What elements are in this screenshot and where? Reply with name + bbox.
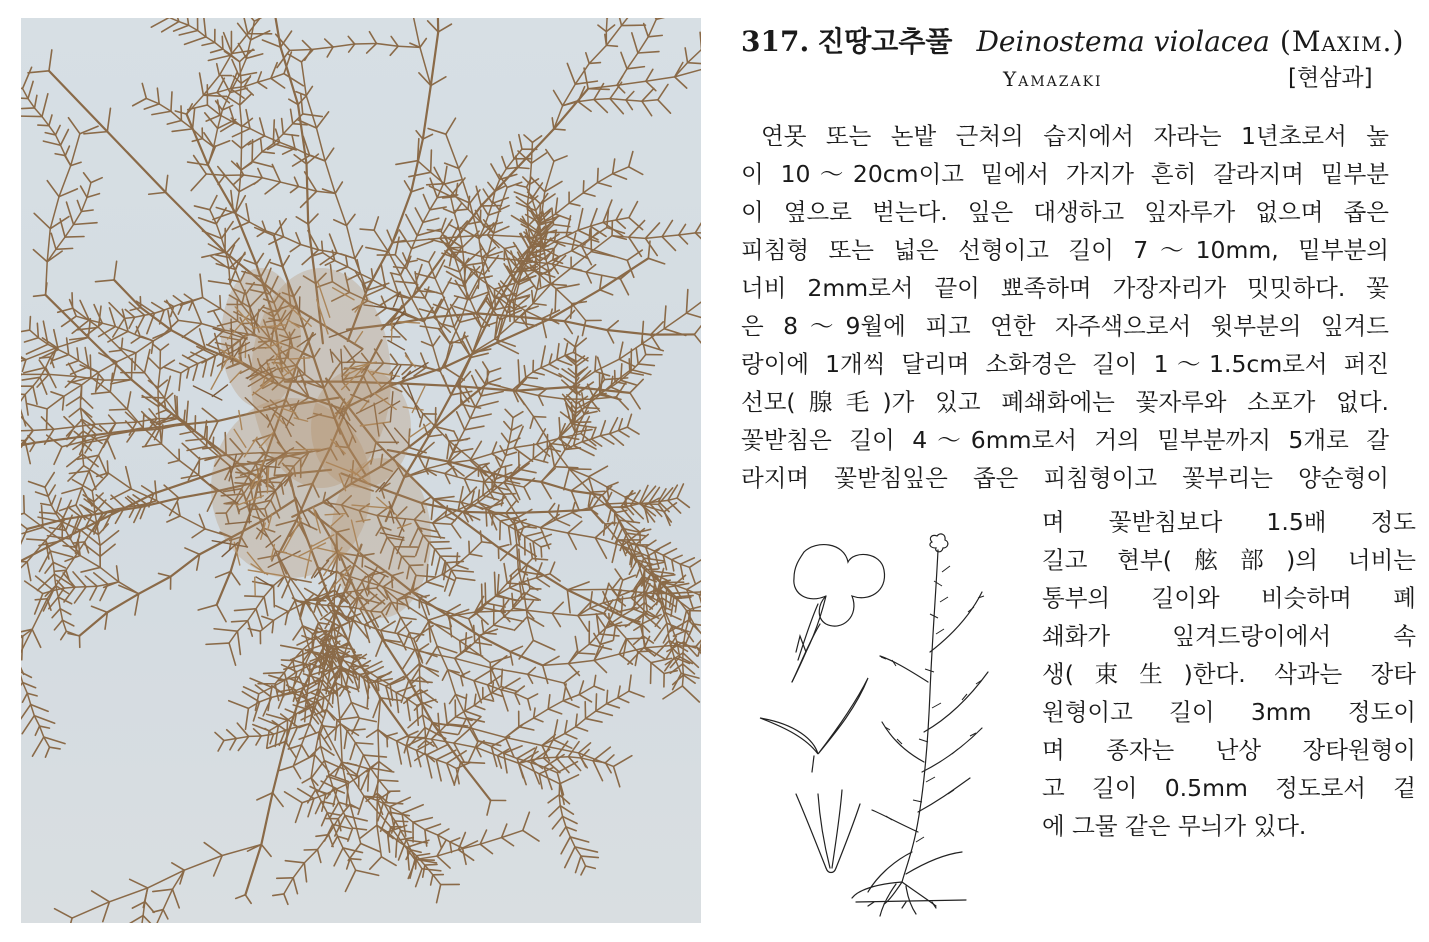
leaf-ticks (881, 566, 984, 842)
description-line: 며 꽃받침보다 1.5배 정도 (1042, 508, 1416, 536)
calyx-detail-sketch (796, 790, 860, 873)
description-line: 너비 2mm로서 끝이 뾰족하며 가장자리가 밋밋하다. 꽃 (741, 274, 1389, 302)
dried-plant-specimen (21, 18, 701, 923)
description-line: 꽃받침은 길이 4～6mm로서 거의 밑부분까지 5개로 갈 (741, 426, 1389, 454)
description-line: 은 8～9월에 피고 연한 자주색으로서 윗부분의 잎겨드 (741, 312, 1389, 340)
author-name-part1: (Maxim.) (1279, 25, 1405, 58)
description-line: 생(束生)한다. 삭과는 장타 (1042, 660, 1416, 688)
description-line: 이 옆으로 벋는다. 잎은 대생하고 잎자루가 없으며 좁은 (741, 198, 1389, 226)
description-line: 선모(腺毛)가 있고 폐쇄화에는 꽃자루와 소포가 없다. (741, 388, 1389, 416)
scientific-name: Deinostema violacea (976, 25, 1270, 58)
description-line: 쇄화가 잎겨드랑이에서 속 (1042, 622, 1416, 650)
species-heading (741, 20, 1405, 64)
author-name-part2: Yamazaki (1003, 67, 1103, 91)
description-line: 랑이에 1개씩 달리며 소화경은 길이 1～1.5cm로서 퍼진 (741, 350, 1389, 378)
flower-detail-sketch (792, 545, 885, 682)
description-line: 원형이고 길이 3mm 정도이 (1042, 698, 1416, 726)
description-line: 이 10～20cm이고 밑에서 가지가 흔히 갈라지며 밑부분 (741, 160, 1389, 188)
description-line: 길고 현부(舷部)의 너비는 (1042, 546, 1416, 574)
description-line: 고 길이 0.5mm 정도로서 겉 (1042, 774, 1416, 802)
korean-name: 진땅고추풀 (817, 25, 953, 58)
entry-number: 317. (741, 25, 810, 58)
whole-plant-sketch (852, 534, 988, 916)
description-line: 피침형 또는 넓은 선형이고 길이 7～10mm, 밑부분의 (741, 236, 1389, 264)
description-line: 통부의 길이와 비슷하며 폐 (1042, 584, 1416, 612)
description-line: 에 그물 같은 무늬가 있다. (1042, 812, 1307, 840)
description-line: 라지며 꽃받침잎은 좁은 피침형이고 꽃부리는 양순형이 (741, 464, 1389, 492)
plant-family: [현삼과] (1288, 65, 1373, 91)
description-line: 며 종자는 난상 장타원형이 (1042, 736, 1416, 764)
description-line: 연못 또는 논밭 근처의 습지에서 자라는 1년초로서 높 (761, 122, 1389, 150)
specimen-photo (21, 18, 701, 923)
leaf-detail-sketch (760, 678, 868, 772)
botanical-line-drawing (756, 532, 1039, 924)
